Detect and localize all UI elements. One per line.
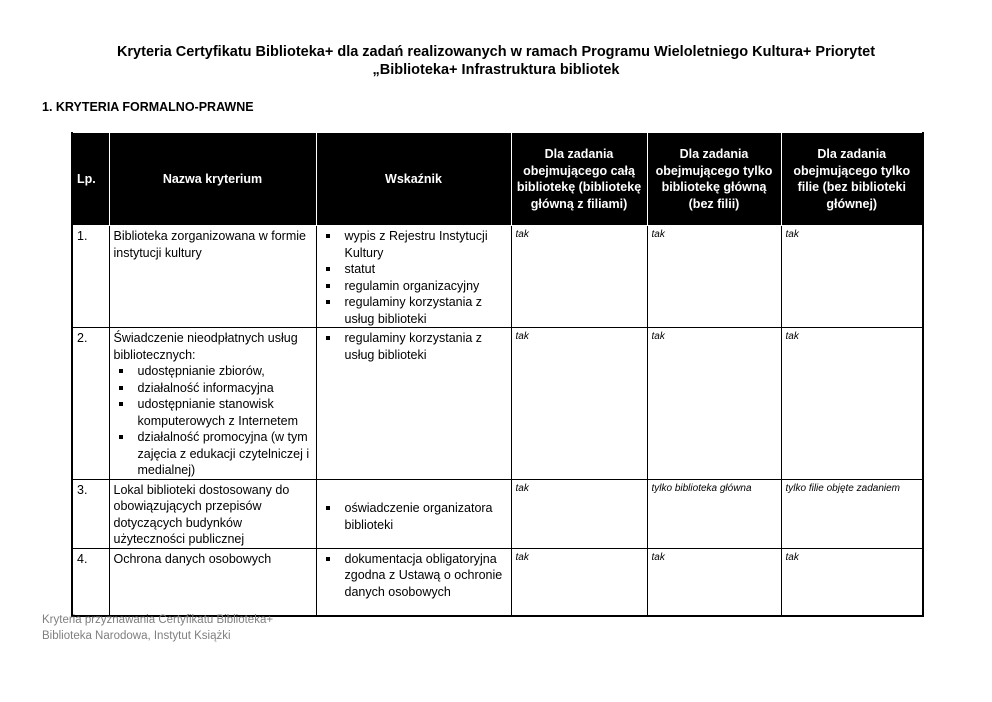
indicator-item: wypis z Rejestru Instytucji Kultury (321, 228, 507, 261)
header-branches-only: Dla zadania obejmującego tylko filie (bez biblioteki głównej) (781, 133, 923, 226)
row-indicators (316, 328, 511, 480)
cell-main-only: tak (647, 548, 781, 616)
table-row (72, 548, 923, 616)
row-criterion-name: Biblioteka zorganizowana w formie instytucji kultury (109, 226, 316, 328)
cell-main-only: tylko biblioteka główna (647, 479, 781, 548)
table-header-row (72, 133, 923, 226)
criterion-subitem: udostępnianie zbiorów, (114, 363, 312, 380)
row-indicators (316, 479, 511, 548)
indicator-item: regulamin organizacyjny (321, 278, 507, 295)
row-lp: 3. (72, 479, 109, 548)
header-name: Nazwa kryterium (109, 133, 316, 226)
criterion-name-text: Świadczenie nieodpłatnych usług bibliotecznych: (113, 331, 298, 362)
row-criterion-name: Ochrona danych osobowych (109, 548, 316, 616)
header-indicator: Wskaźnik (316, 133, 511, 226)
cell-whole-library: tak (511, 328, 647, 480)
row-indicators (316, 226, 511, 328)
document-title (30, 43, 962, 79)
cell-branches-only: tak (781, 548, 923, 616)
criterion-subitem: udostępnianie stanowisk komputerowych z Internetem (114, 396, 312, 429)
header-main-only: Dla zadania obejmującego tylko bibliotekę główną (bez filii) (647, 133, 781, 226)
table-row (72, 226, 923, 328)
indicator-item: oświadczenie organizatora biblioteki (321, 500, 507, 533)
criteria-table (71, 132, 924, 617)
cell-whole-library: tak (511, 226, 647, 328)
cell-main-only: tak (647, 226, 781, 328)
title-line-2: „Biblioteka+ Infrastruktura bibliotek (372, 62, 620, 78)
cell-main-only: tak (647, 328, 781, 480)
row-criterion-name: Lokal biblioteki dostosowany do obowiązujących przepisów dotyczących budynków użyteczności publicznej (109, 479, 316, 548)
cell-branches-only: tak (781, 226, 923, 328)
footer-line-2: Biblioteka Narodowa, Instytut Książki (42, 630, 231, 642)
row-lp: 4. (72, 548, 109, 616)
row-lp: 2. (72, 328, 109, 480)
row-lp: 1. (72, 226, 109, 328)
cell-whole-library: tak (511, 479, 647, 548)
row-criterion-name (109, 328, 316, 480)
title-line-1: Kryteria Certyfikatu Biblioteka+ dla zadań realizowanych w ramach Programu Wieloletniego Kultura+ Priorytet (116, 44, 876, 60)
indicator-item: dokumentacja obligatoryjna zgodna z Ustawą o ochronie danych osobowych (321, 551, 507, 601)
footer-line-1: Kryteria przyznawania Certyfikatu Biblioteka+ (42, 614, 274, 626)
cell-branches-only: tylko filie objęte zadaniem (781, 479, 923, 548)
header-lp: Lp. (72, 133, 109, 226)
criterion-subitem: działalność informacyjna (114, 380, 312, 397)
indicator-item: regulaminy korzystania z usług biblioteki (321, 330, 507, 363)
indicator-item: regulaminy korzystania z usług biblioteki (321, 294, 507, 327)
cell-whole-library: tak (511, 548, 647, 616)
criterion-subitem: działalność promocyjna (w tym zajęcia z edukacji czytelniczej i medialnej) (114, 429, 312, 479)
table-row (72, 479, 923, 548)
section-heading: 1. KRYTERIA FORMALNO-PRAWNE (42, 100, 254, 114)
table-row (72, 328, 923, 480)
page-footer (42, 612, 273, 644)
cell-branches-only: tak (781, 328, 923, 480)
header-whole-library: Dla zadania obejmującego całą bibliotekę (bibliotekę główną z filiami) (511, 133, 647, 226)
row-indicators (316, 548, 511, 616)
indicator-item: statut (321, 261, 507, 278)
